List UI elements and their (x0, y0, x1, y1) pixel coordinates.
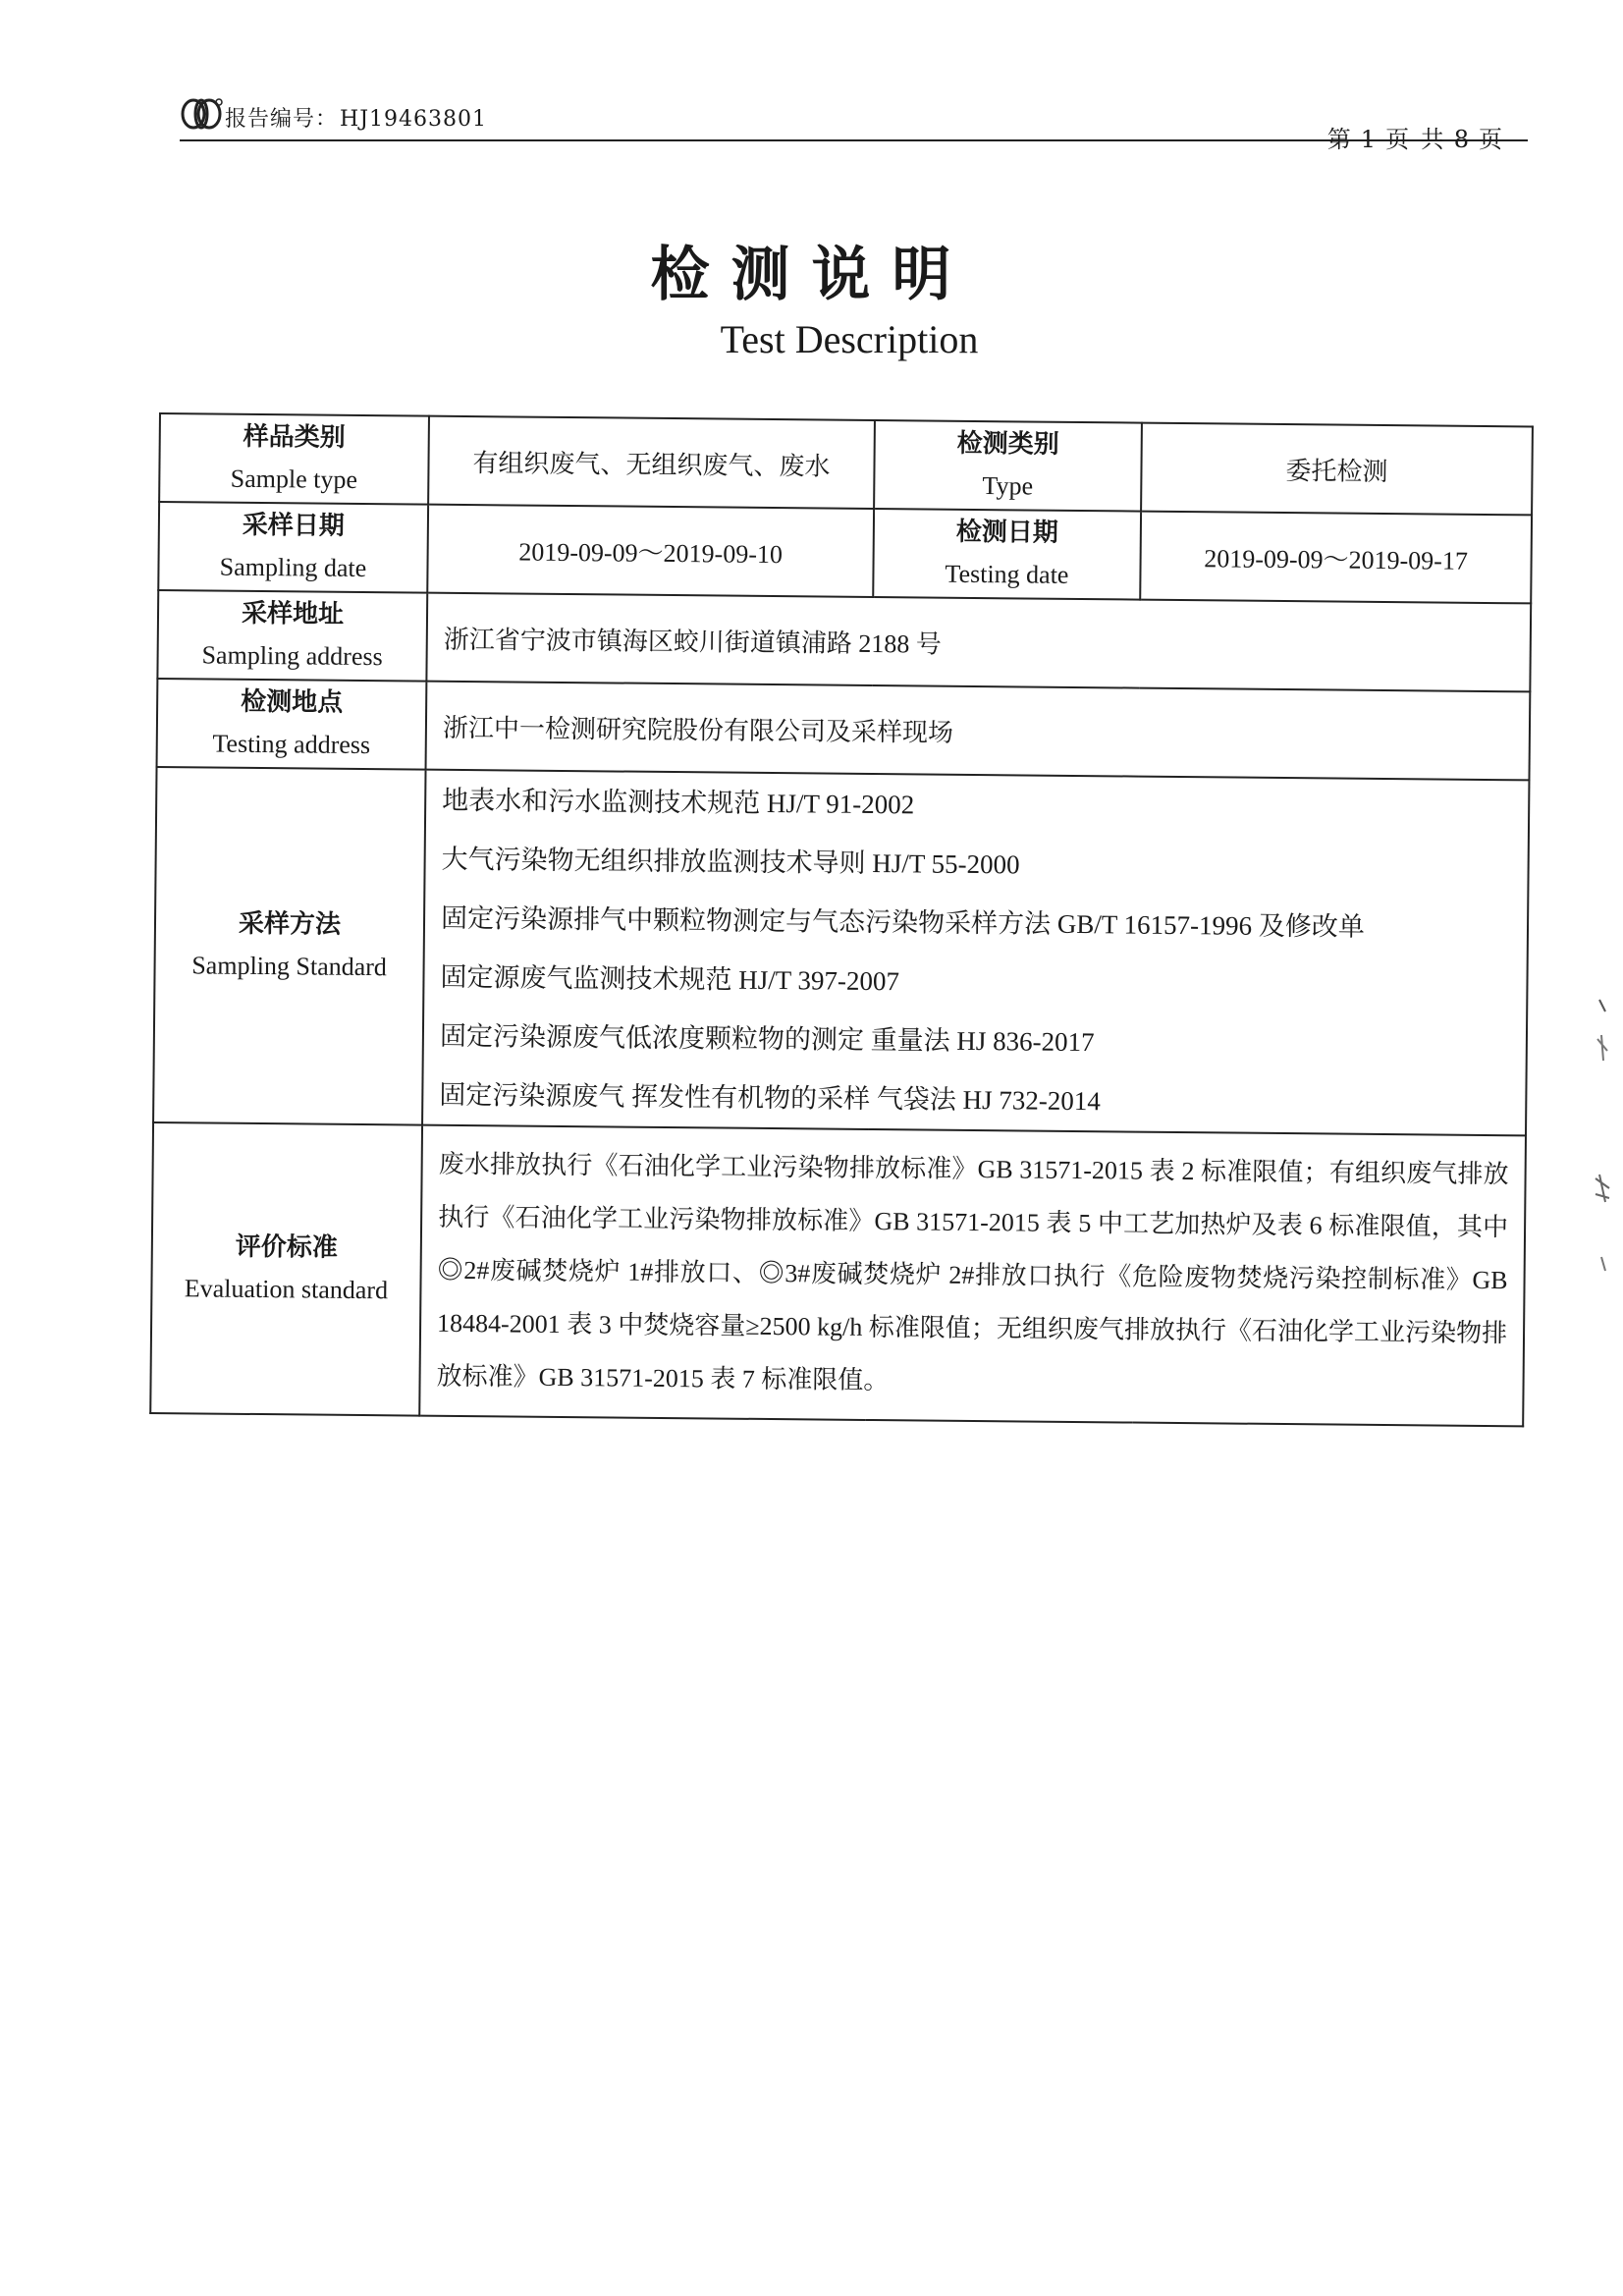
sample-type-value: 有组织废气、无组织废气、废水 (428, 416, 875, 509)
list-item: 固定污染源废气 挥发性有机物的采样 气袋法 HJ 732-2014 (439, 1079, 1101, 1117)
sampling-standard-label (153, 767, 425, 1125)
sampling-standard-label-cn: 采样方法 (238, 909, 342, 941)
table-row (153, 767, 1529, 1135)
list-item: 固定污染源排气中颗粒物测定与气态污染物采样方法 GB/T 16157-1996 及修改单 (440, 902, 1365, 942)
test-type-label (874, 420, 1142, 512)
test-type-label-en: Type (982, 471, 1034, 501)
seal-edge-mark-icon (1592, 992, 1613, 1286)
list-item: 固定源废气监测技术规范 HJ/T 397-2007 (440, 961, 900, 997)
table-row (158, 502, 1532, 603)
company-logo-icon (180, 96, 223, 130)
page-total: 8 (1453, 126, 1471, 153)
sampling-standard-label-en: Sampling Standard (191, 951, 388, 982)
sampling-date-label-cn: 采样日期 (242, 511, 346, 542)
page-header (180, 94, 1528, 153)
sampling-address-label-cn: 采样地址 (241, 599, 345, 630)
page-suffix: 页 (1479, 126, 1504, 153)
list-item: 地表水和污水监测技术规范 HJ/T 91-2002 (442, 785, 915, 820)
evaluation-standard-text: 废水排放执行《石油化学工业污染物排放标准》GB 31571-2015 表 2 标准限值；有组织废气排放执行《石油化学工业污染物排放标准》GB 31571-2015 表 5 中工艺加热炉及表 6 标准限值，其中◎2#废碱焚烧炉 1#排放口、◎3#废碱焚烧炉 2#排放口执行《危险废物焚烧污染控制标准》GB 18484-2001 表 3 中焚烧容量≥2500 kg/h 标准限值；无组织废气排放执行《石油化学工业污染物排放标准》GB 31571-2015 表 7 标准限值。 (419, 1125, 1526, 1427)
sampling-standard-list (422, 770, 1529, 1136)
page-indicator (1324, 120, 1508, 154)
testing-date-label-cn: 检测日期 (955, 518, 1059, 549)
testing-address-label-en: Testing address (212, 729, 371, 760)
page-prefix: 第 (1326, 126, 1353, 153)
document-title: 检测说明 (650, 241, 973, 309)
table-row (157, 679, 1531, 780)
document-subtitle: Test Description (720, 317, 979, 361)
testing-address-label (157, 679, 427, 770)
sampling-address-label (157, 590, 427, 682)
sampling-date-label-en: Sampling date (219, 552, 367, 583)
table-row (157, 590, 1531, 691)
testing-date-label-en: Testing date (945, 559, 1069, 589)
report-number-label: 报告编号： (225, 107, 339, 132)
evaluation-standard-label (150, 1122, 422, 1416)
testing-address-label-cn: 检测地点 (241, 687, 344, 719)
test-type-label-cn: 检测类别 (956, 429, 1059, 461)
evaluation-standard-label-cn: 评价标准 (235, 1232, 338, 1264)
page-mid: 页 共 (1385, 126, 1446, 153)
sampling-date-label (158, 502, 428, 593)
list-item: 固定污染源废气低浓度颗粒物的测定 重量法 HJ 836-2017 (439, 1020, 1095, 1058)
sample-type-label-cn: 样品类别 (243, 422, 346, 454)
report-number (225, 102, 487, 133)
sample-type-label-en: Sample type (230, 464, 358, 494)
description-table (149, 412, 1534, 1427)
sampling-address-label-en: Sampling address (201, 640, 383, 672)
sampling-date-value: 2019-09-09～2019-09-10 (427, 505, 874, 597)
testing-date-value: 2019-09-09～2019-09-17 (1140, 512, 1532, 604)
evaluation-standard-label-en: Evaluation standard (184, 1274, 389, 1305)
testing-address-value: 浙江中一检测研究院股份有限公司及采样现场 (426, 682, 1531, 781)
sample-type-label (159, 413, 429, 505)
sampling-address-value: 浙江省宁波市镇海区蛟川街道镇浦路 2188 号 (426, 593, 1531, 692)
list-item: 大气污染物无组织排放监测技术导则 HJ/T 55-2000 (441, 844, 1020, 880)
table-row (150, 1122, 1526, 1426)
testing-date-label (873, 509, 1141, 600)
page-current: 1 (1360, 126, 1379, 153)
table-row (159, 413, 1533, 515)
report-number-value: HJ19463801 (340, 107, 487, 132)
test-type-value: 委托检测 (1141, 423, 1533, 516)
